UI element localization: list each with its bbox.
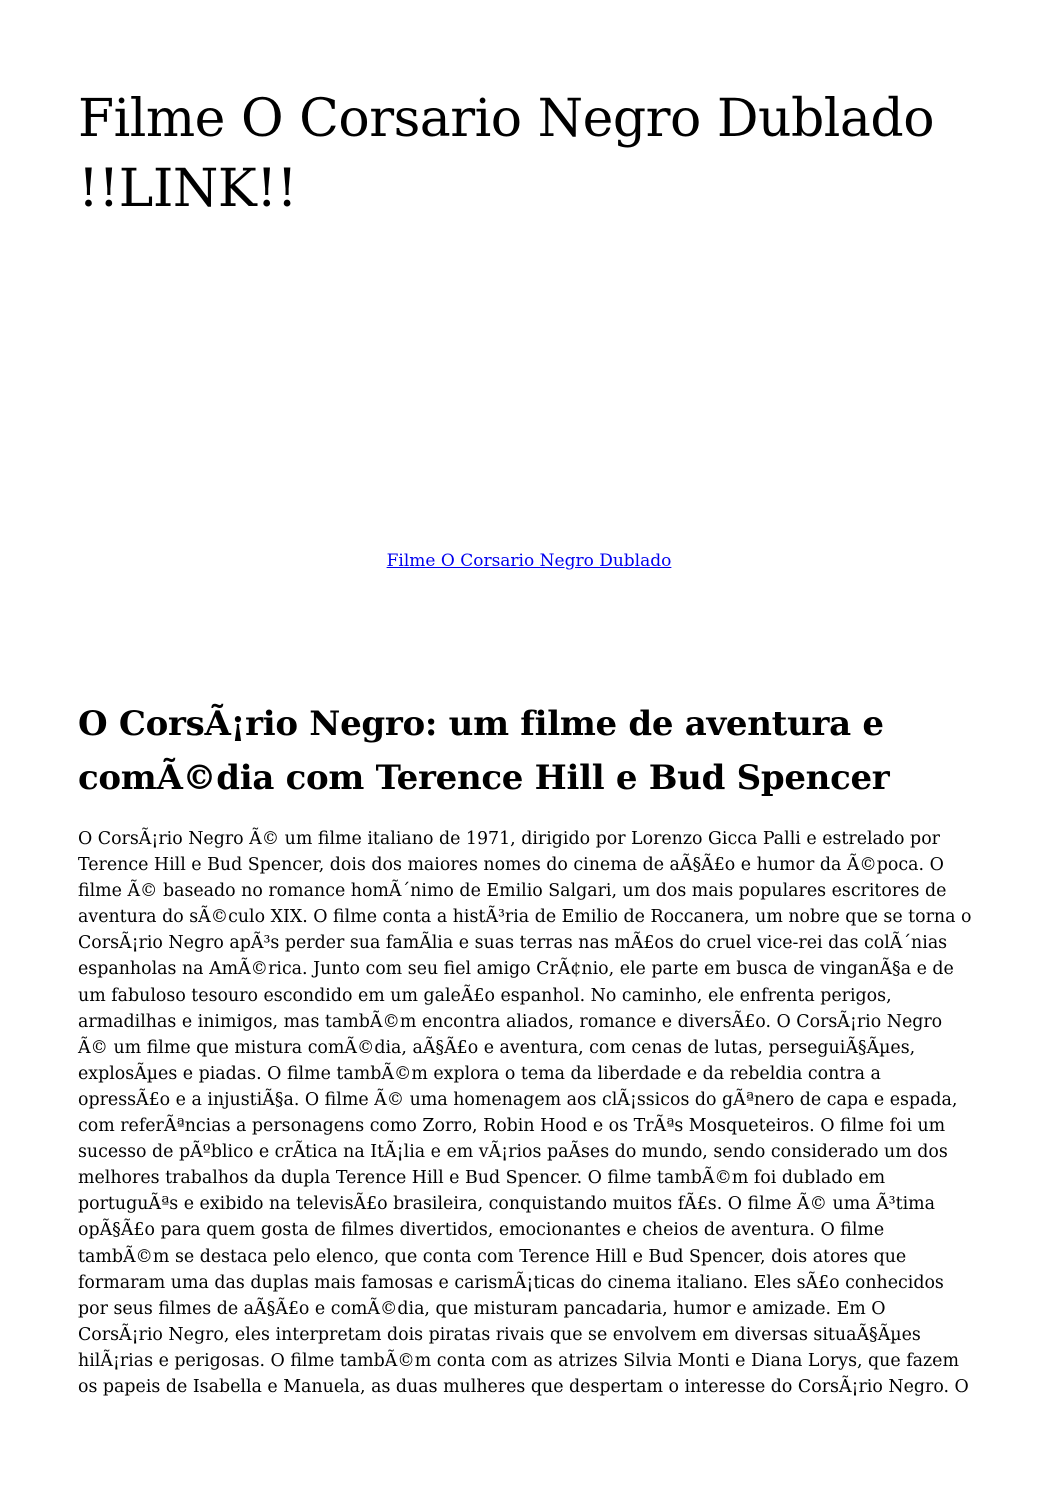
body-line: os papeis de Isabella e Manuela, as duas mulheres que despertam o interesse do CorsÃ¡rio Negro. O (78, 1376, 969, 1397)
body-line: formaram uma das duplas mais famosas e carismÃ¡ticas do cinema italiano. Eles sÃ£o conhecidos (78, 1272, 944, 1293)
body-line: CorsÃ¡rio Negro apÃ³s perder sua famÃlia e suas terras nas mÃ£os do cruel vice-rei das colÃ´nias (78, 933, 948, 954)
body-line: um fabuloso tesouro escondido em um galeÃ£o espanhol. No caminho, ele enfrenta perigos, (78, 985, 892, 1006)
body-line: Ã© um filme que mistura comÃ©dia, aÃ§Ã£o e aventura, com cenas de lutas, perseguiÃ§Ãµes, (78, 1037, 916, 1058)
body-line: tambÃ©m se destaca pelo elenco, que conta com Terence Hill e Bud Spencer, dois atores que (78, 1246, 907, 1267)
body-line: hilÃ¡rias e perigosas. O filme tambÃ©m conta com as atrizes Silvia Monti e Diana Lorys, que fazem (78, 1350, 959, 1371)
body-line: filme Ã© baseado no romance homÃ´nimo de Emilio Salgari, um dos mais populares escritores de (78, 881, 947, 902)
body-line: opressÃ£o e a injustiÃ§a. O filme Ã© uma homenagem aos clÃ¡ssicos do gÃªnero de capa e espada, (78, 1089, 958, 1110)
body-line: explosÃµes e piadas. O filme tambÃ©m explora o tema da liberdade e da rebeldia contra a (78, 1063, 881, 1084)
section-heading: O CorsÃ¡rio Negro: um filme de aventura e comÃ©dia com Terence Hill e Bud Spencer (78, 704, 890, 798)
body-line: Terence Hill e Bud Spencer, dois dos maiores nomes do cinema de aÃ§Ã£o e humor da Ã©poca. O (78, 855, 944, 876)
body-line: por seus filmes de aÃ§Ã£o e comÃ©dia, que misturam pancadaria, humor e amizade. Em O (78, 1298, 886, 1319)
download-link[interactable]: Filme O Corsario Negro Dublado (386, 551, 672, 571)
body-line: armadilhas e inimigos, mas tambÃ©m encontra aliados, romance e diversÃ£o. O CorsÃ¡rio Negro (78, 1011, 943, 1032)
body-paragraph (78, 826, 988, 1400)
body-line: sucesso de pÃºblico e crÃtica na ItÃ¡lia e em vÃ¡rios paÃses do mundo, sendo considerado um dos (78, 1142, 948, 1163)
page-title: Filme O Corsario Negro Dublado !!LINK!! (78, 89, 935, 219)
body-line: O CorsÃ¡rio Negro Ã© um filme italiano de 1971, dirigido por Lorenzo Gicca Palli e estrelado por (78, 829, 940, 849)
body-line: aventura do sÃ©culo XIX. O filme conta a histÃ³ria de Emilio de Roccanera, um nobre que se torna o (78, 907, 972, 928)
body-line: opÃ§Ã£o para quem gosta de filmes divertidos, emocionantes e cheios de aventura. O filme (78, 1220, 885, 1241)
body-line: portuguÃªs e exibido na televisÃ£o brasileira, conquistando muitos fÃ£s. O filme Ã© uma Ã³tima (78, 1194, 936, 1215)
body-line: CorsÃ¡rio Negro, eles interpretam dois piratas rivais que se envolvem em diversas situaÃ§Ãµes (78, 1324, 921, 1345)
body-line: melhores trabalhos da dupla Terence Hill e Bud Spencer. O filme tambÃ©m foi dublado em (78, 1168, 886, 1189)
body-line: espanholas na AmÃ©rica. Junto com seu fiel amigo CrÃ¢nio, ele parte em busca de vinganÃ§a e de (78, 959, 954, 980)
body-line: com referÃªncias a personagens como Zorro, Robin Hood e os TrÃªs Mosqueteiros. O filme foi um (78, 1116, 946, 1137)
link-container (0, 549, 1058, 573)
